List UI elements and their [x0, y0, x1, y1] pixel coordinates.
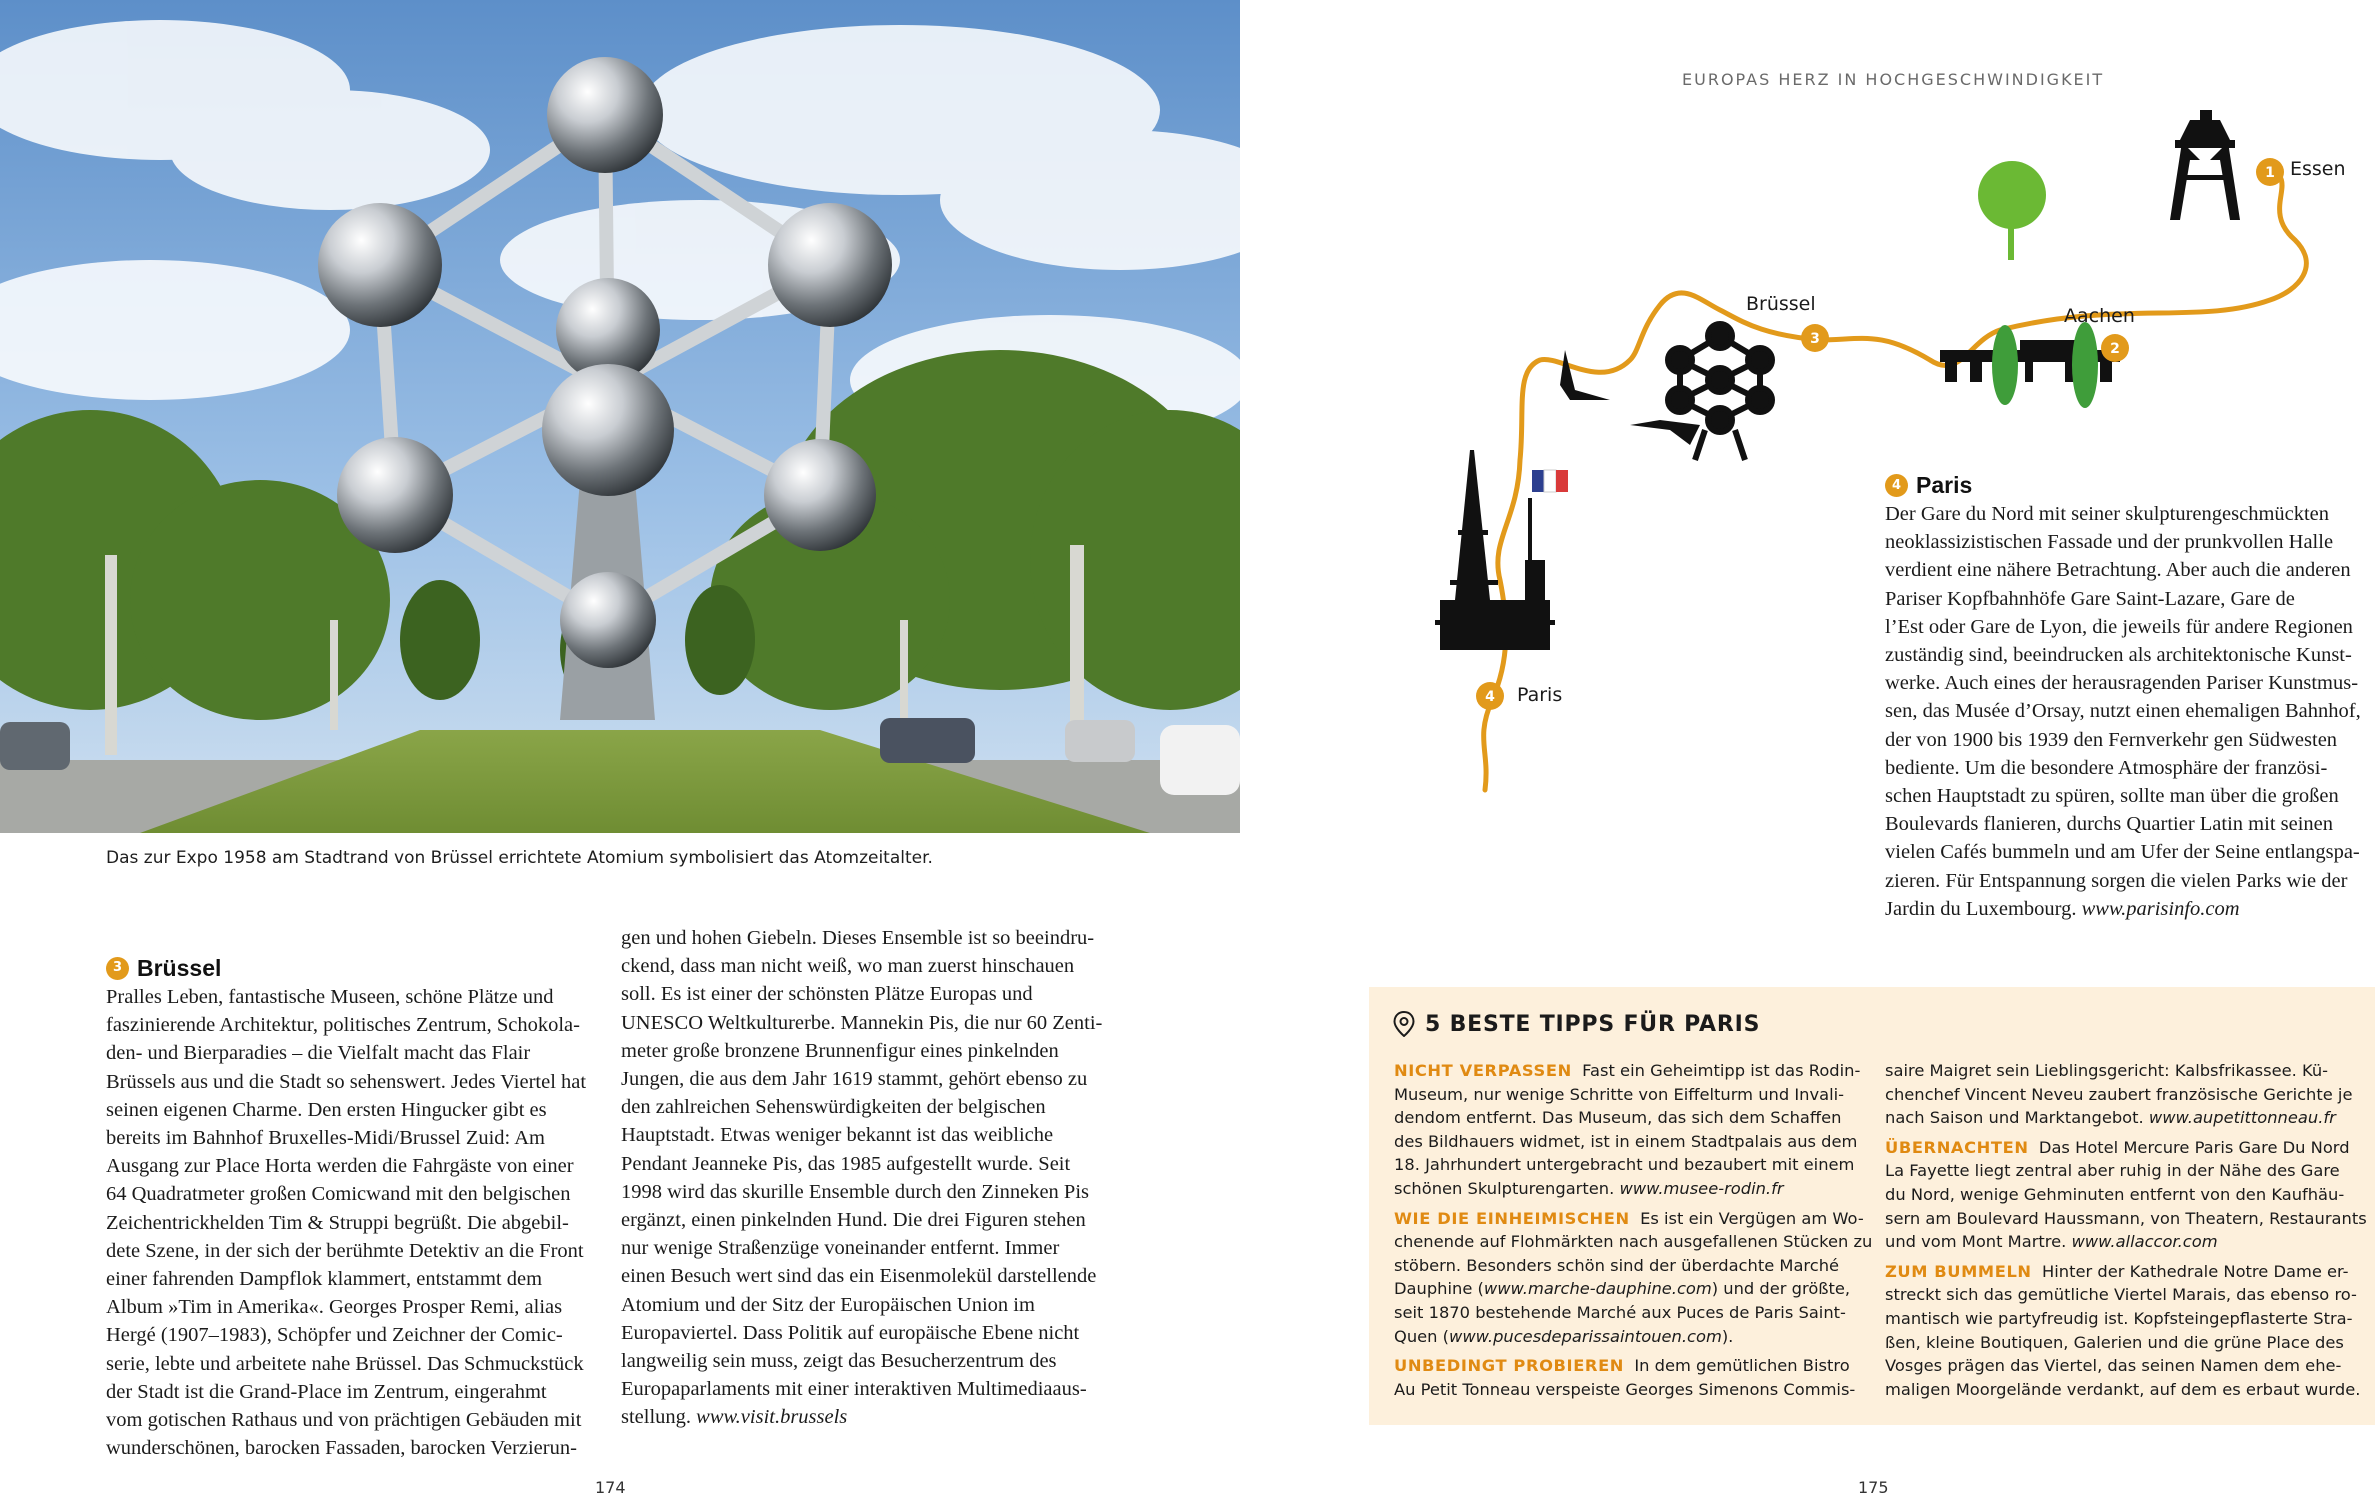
tip-unbedingt-probieren	[1394, 1354, 1864, 1401]
text-line: ÜBERNACHTEN Das Hotel Mercure Paris Gare Du Nord	[1885, 1137, 2350, 1157]
text-line: l’Est oder Gare de Lyon, die jeweils für andere Regionen	[1885, 615, 2353, 638]
marche-dauphine-link[interactable]: www.marche-dauphine.com	[1483, 1279, 1712, 1299]
page-number-right: 175	[1858, 1478, 1889, 1497]
map-label-essen: Essen	[2290, 158, 2346, 180]
text-line: stöbern. Besonders schön sind der überdachte Marché	[1394, 1255, 1840, 1275]
text-line: Atomium und der Sitz der Europäischen Union im	[621, 1293, 1035, 1316]
text-line: Ausgang zur Place Horta werden die Fahrgäste von einer	[106, 1155, 574, 1178]
text-line: nur wenige Straßenzüge voneinander entfernt. Immer	[621, 1237, 1060, 1260]
tip-label: ZUM BUMMELN	[1885, 1261, 2032, 1281]
visit-brussels-link[interactable]: www.visit.brussels	[696, 1406, 848, 1429]
text-line: schen Hauptstadt zu spüren, sollte man über die großen	[1885, 785, 2339, 808]
text-line: Au Petit Tonneau verspeiste Georges Simenons Commis-	[1394, 1379, 1856, 1399]
text-line: Pariser Kopfbahnhöfe Gare Saint-Lazare, Gare de	[1885, 587, 2295, 610]
text-line: chenchef Vincent Neveu zaubert französische Gerichte je	[1885, 1084, 2353, 1104]
tip-nicht-verpassen	[1394, 1059, 1864, 1201]
text-line: UNESCO Weltkulturerbe. Mannekin Pis, die nur 60 Zenti-	[621, 1011, 1103, 1034]
text-line: verdient eine nähere Betrachtung. Aber auch die anderen	[1885, 559, 2351, 582]
text-line: Quen (www.pucesdeparissaintouen.com).	[1394, 1326, 1734, 1346]
essen-mine-tower-icon	[2170, 110, 2240, 220]
text-line: Jardin du Luxembourg. www.parisinfo.com	[1885, 897, 2240, 920]
text-line: ßen, kleine Boutiquen, Galerien und die grüne Place des	[1885, 1332, 2344, 1352]
text-line: La Fayette liegt zentral aber ruhig in der Nähe des Gare	[1885, 1161, 2340, 1181]
text-line: Dauphine (www.marche-dauphine.com) und der größte,	[1394, 1279, 1851, 1299]
text-line: der von 1900 bis 1939 den Fernverkehr gen Südwesten	[1885, 728, 2338, 751]
tree-icon	[1978, 161, 2046, 260]
text-line: meter große bronzene Brunnenfigur eines pinkelnden	[621, 1039, 1059, 1062]
text-line: 18. Jahrhundert untergebracht und bezaubert mit einem	[1394, 1155, 1855, 1175]
aupetittonneau-link[interactable]: www.aupetittonneau.fr	[2148, 1108, 2336, 1128]
text-line: langweilig sein muss, zeigt das Besucherzentrum des	[621, 1350, 1057, 1373]
text-line: du Nord, wenige Gehminuten entfernt von den Kaufhäu-	[1885, 1184, 2345, 1204]
paris-heading	[1885, 470, 2365, 500]
gare-du-nord-icon	[1435, 498, 1555, 650]
paris-text	[1885, 500, 2365, 923]
text-line: vielen Cafés bummeln und am Ufer der Seine entlangspa-	[1885, 841, 2360, 864]
map-label-paris: Paris	[1517, 684, 1563, 706]
text-line: den- und Bierparadies – die Vielfalt macht das Flair	[106, 1042, 531, 1065]
photo-caption: Das zur Expo 1958 am Stadtrand von Brüssel errichtete Atomium symbolisiert das Atomzeitalter.	[106, 848, 933, 868]
eiffel-tower-icon	[1450, 450, 1498, 600]
tips-column-left	[1394, 1059, 1873, 1407]
section-title: Brüssel	[137, 954, 222, 981]
text-line: schönen Skulpturengarten. www.musee-rodin.fr	[1394, 1178, 1784, 1198]
france-flag-icon	[1532, 470, 1568, 492]
text-line: bereits im Bahnhof Bruxelles-Midi/Brussel Zuid: Am	[106, 1127, 545, 1150]
text-line: des Bildhauers widmet, ist in einem Stadtpalais aus dem	[1394, 1131, 1858, 1151]
text-line: Europaparlaments mit einer interaktiven Multimediaaus-	[621, 1378, 1087, 1401]
text-line: einer fahrenden Dampflok klammert, entstammt dem	[106, 1268, 543, 1291]
text-line: ckend, dass man nicht weiß, wo man zuerst hinschauen	[621, 955, 1075, 978]
text-line: den zahlreichen Sehenswürdigkeiten der belgischen	[621, 1096, 1046, 1119]
stop-number: 2	[2110, 341, 2120, 357]
puces-link[interactable]: www.pucesdeparissaintouen.com	[1449, 1326, 1722, 1346]
tip-label: UNBEDINGT PROBIEREN	[1394, 1356, 1625, 1376]
parisinfo-link[interactable]: www.parisinfo.com	[2081, 897, 2240, 920]
text-line: UNBEDINGT PROBIEREN In dem gemütlichen Bistro	[1394, 1356, 1850, 1376]
tips-title: 5 BESTE TIPPS FÜR PARIS	[1425, 1011, 1761, 1037]
text-line: gen und hohen Giebeln. Dieses Ensemble ist so beeindru-	[621, 927, 1095, 949]
text-line: Hauptstadt. Etwas weniger bekannt ist das weibliche	[621, 1124, 1054, 1147]
text-line: nach Saison und Marktangebot. www.aupetittonneau.fr	[1885, 1108, 2336, 1128]
location-pin-icon	[1393, 1011, 1415, 1037]
stop-number: 4	[1485, 689, 1495, 705]
text-line: wunderschönen, barocken Fassaden, barocken Verzierun-	[106, 1437, 577, 1460]
text-line: Pendant Jeanneke Pis, das 1985 aufgestellt wurde. Seit	[621, 1152, 1071, 1175]
stop-number: 1	[2265, 165, 2275, 181]
brussels-heading	[106, 953, 596, 983]
text-line: Zeichentrickhelden Tim & Struppi begrüßt. Die abgebil-	[106, 1211, 569, 1234]
brussels-column-2	[621, 924, 1121, 1432]
text-line: Jungen, die aus dem Jahr 1619 stammt, gehört ebenso zu	[621, 1068, 1088, 1091]
text-line: saire Maigret sein Lieblingsgericht: Kalbsfrikassee. Kü-	[1885, 1061, 2329, 1080]
text-line: WIE DIE EINHEIMISCHEN Es ist ein Vergügen am Wo-	[1394, 1208, 1864, 1228]
text-line: Der Gare du Nord mit seiner skulpturengeschmückten	[1885, 503, 2330, 525]
text-line: dendom entfernt. Das Museum, das sich dem Schaffen	[1394, 1108, 1842, 1128]
tips-column-right	[1885, 1059, 2367, 1407]
text-line: 1998 wird das skurille Ensemble durch den Zinneken Pis	[621, 1180, 1089, 1203]
tip-label: WIE DIE EINHEIMISCHEN	[1394, 1208, 1630, 1228]
tips-heading	[1393, 1011, 1760, 1037]
tip-uebernachten	[1885, 1136, 2367, 1254]
stop-number-badge: 3	[106, 957, 129, 980]
text-line: Vosges prägen das Viertel, das seinen Namen dem ehe-	[1885, 1356, 2342, 1376]
text-line: Brüssels aus und die Stadt so sehenswert. Jedes Viertel hat	[106, 1070, 587, 1093]
text-line: Hergé (1907–1983), Schöpfer und Zeichner der Comic-	[106, 1324, 563, 1347]
tip-unbedingt-probieren-continued	[1885, 1059, 2355, 1130]
text-line: maligen Moorgelände verdankt, auf dem es erbaut wurde.	[1885, 1379, 2361, 1399]
text-line: 64 Quadratmeter großen Comicwand mit den belgischen	[106, 1183, 571, 1206]
text-line: zuständig sind, beeindrucken als architektonische Kunst-	[1885, 644, 2352, 667]
musee-rodin-link[interactable]: www.musee-rodin.fr	[1619, 1178, 1784, 1198]
text-line: vom gotischen Rathaus und von prächtigen Gebäuden mit	[106, 1409, 582, 1432]
text-line: serie, lebte und arbeitete nahe Brüssel. Das Schmuckstück	[106, 1352, 584, 1375]
cypress-tree-icon	[1992, 322, 2098, 408]
text-line: ergänzt, einen pinkelnden Hund. Die drei Figuren stehen	[621, 1209, 1086, 1232]
tip-label: NICHT VERPASSEN	[1394, 1061, 1572, 1080]
text-line: der Stadt ist die Grand-Place im Zentrum, eingerahmt	[106, 1380, 547, 1403]
text-line: stellung. www.visit.brussels	[621, 1406, 848, 1429]
map-label-bruessel: Brüssel	[1746, 293, 1816, 315]
text-line: werke. Auch eines der herausragenden Pariser Kunstmus-	[1885, 672, 2359, 695]
text-line: Pralles Leben, fantastische Museen, schöne Plätze und	[106, 986, 554, 1008]
brussels-text	[106, 983, 596, 1462]
allaccor-link[interactable]: www.allaccor.com	[2071, 1232, 2218, 1252]
text-line: faszinierende Architektur, politisches Zentrum, Schokola-	[106, 1014, 580, 1037]
text-line: seinen eigenen Charme. Den ersten Hingucker gibt es	[106, 1098, 547, 1121]
page-number-left: 174	[595, 1478, 626, 1497]
text-line: dete Szene, in der sich der berühmte Detektiv an die Front	[106, 1239, 584, 1262]
text-line: NICHT VERPASSEN Fast ein Geheimtipp ist das Rodin-	[1394, 1061, 1861, 1080]
section-title: Paris	[1916, 471, 1973, 498]
paris-section	[1885, 470, 2365, 923]
text-line: sern am Boulevard Haussmann, von Theatern, Restaurants	[1885, 1208, 2367, 1228]
text-line: neoklassizistischen Fassade und der prunkvollen Halle	[1885, 531, 2334, 554]
text-line: Europaviertel. Dass Politik auf europäische Ebene nicht	[621, 1321, 1080, 1344]
text-line: zieren. Für Entspannung sorgen die vielen Parks wie der	[1885, 869, 2348, 892]
running-head: EUROPAS HERZ IN HOCHGESCHWINDIGKEIT	[1682, 70, 2105, 89]
text-line: chenende auf Flohmärkten nach ausgefallenen Stücken zu	[1394, 1232, 1873, 1252]
text-line: bediente. Um die besondere Atmosphäre der französi-	[1885, 756, 2328, 779]
brussels-text-continued	[621, 924, 1121, 1403]
map-label-aachen: Aachen	[2064, 305, 2135, 327]
text-line: sen, das Musée d’Orsay, nutzt einen ehemaligen Bahnhof,	[1885, 700, 2361, 723]
tip-wie-die-einheimischen	[1394, 1207, 1873, 1349]
text-line: streckt sich das gemütliche Viertel Marais, das ebenso ro-	[1885, 1285, 2357, 1305]
atomium-photo	[0, 0, 1240, 833]
text-line: Museum, nur wenige Schritte von Eiffelturm und Invali-	[1394, 1084, 1844, 1104]
stop-number: 3	[1810, 331, 1820, 347]
text-line: und vom Mont Martre. www.allaccor.com	[1885, 1232, 2218, 1252]
text-line: Boulevards flanieren, durchs Quartier Latin mit seinen	[1885, 813, 2334, 836]
text-line: einen Besuch wert sind das ein Eisenmolekül darstellende	[621, 1265, 1097, 1288]
text-line: seit 1870 bestehende Marché aux Puces de Paris Saint-	[1394, 1302, 1846, 1322]
tip-zum-bummeln	[1885, 1260, 2361, 1402]
tip-label: ÜBERNACHTEN	[1885, 1137, 2029, 1157]
tips-box	[1369, 987, 2375, 1425]
text-line: soll. Es ist einer der schönsten Plätze Europas und	[621, 983, 1033, 1006]
brussels-column-1	[106, 953, 596, 1462]
text-line: ZUM BUMMELN Hinter der Kathedrale Notre Dame er-	[1885, 1261, 2349, 1281]
text-line: mantisch wie partyfreudig ist. Kopfsteingepflasterte Stra-	[1885, 1308, 2353, 1328]
text-line: Album »Tim in Amerika«. Georges Prosper Remi, alias	[106, 1296, 563, 1319]
atomium-illustration	[0, 0, 1240, 833]
stop-number-badge: 4	[1885, 474, 1908, 497]
